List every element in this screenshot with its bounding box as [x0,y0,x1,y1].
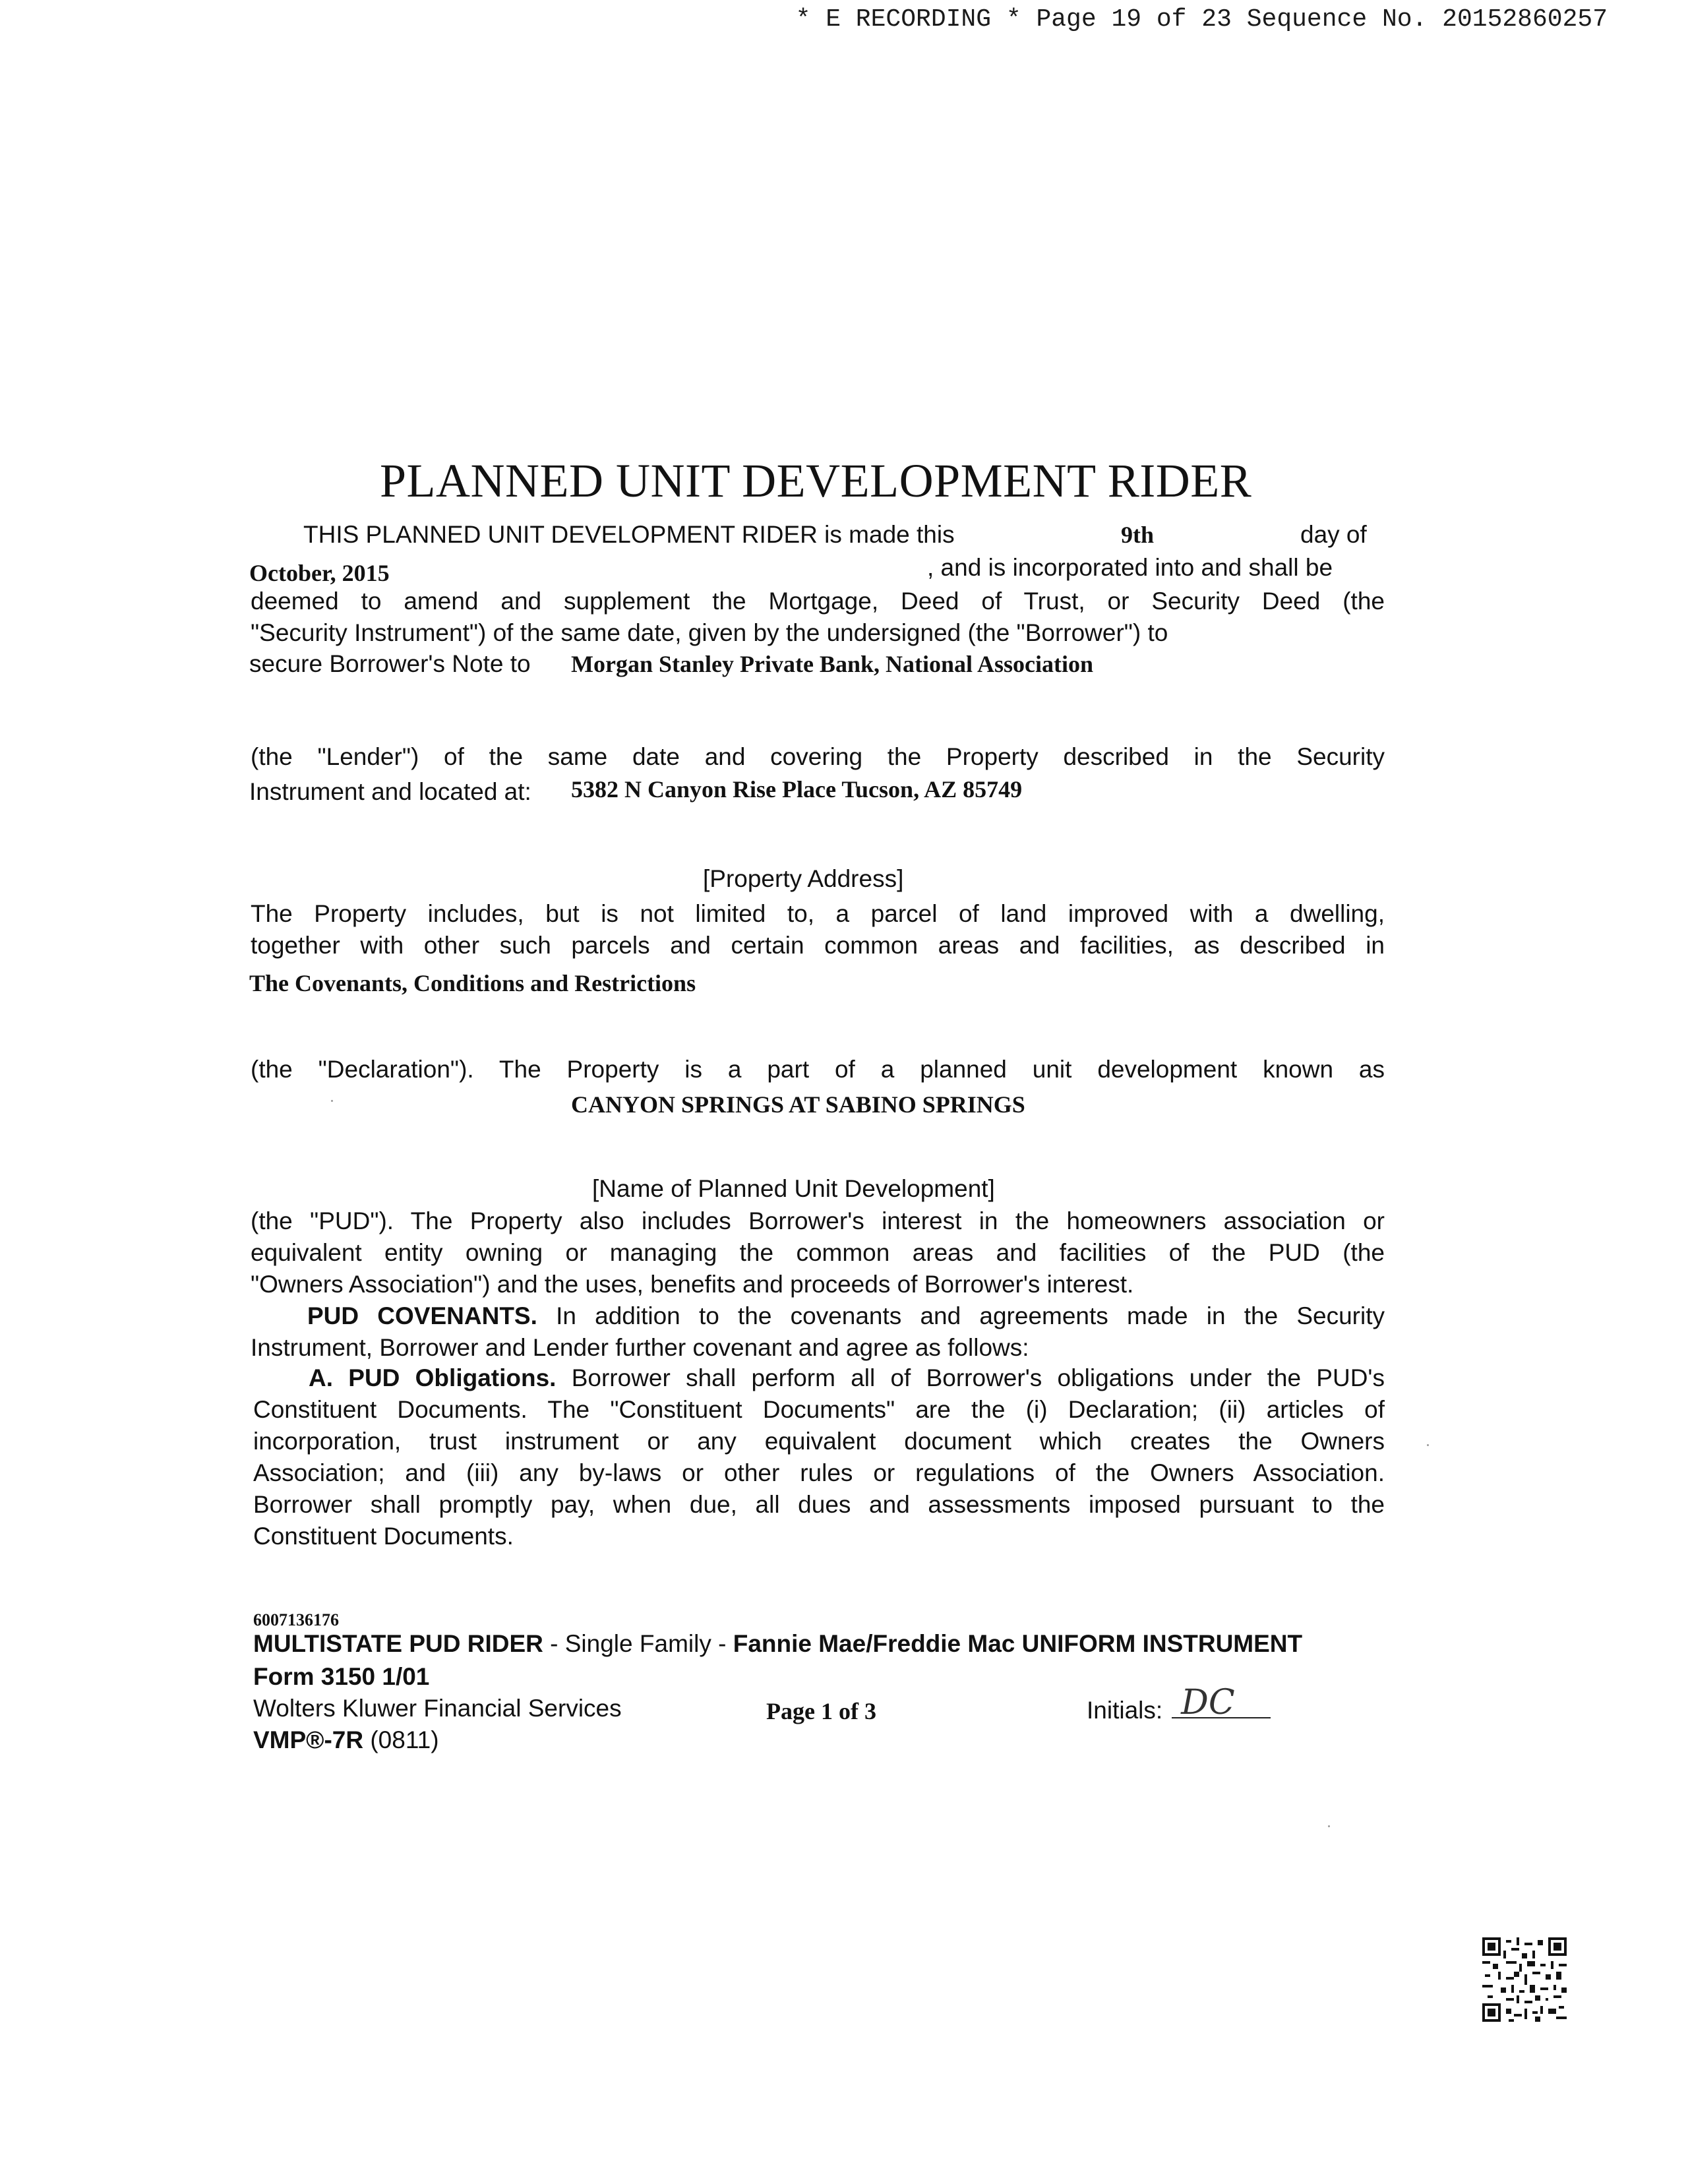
pud-block [251,1205,1385,1300]
intro-day-of: day of [1300,521,1367,548]
section-a-line-3: incorporation, trust instrument or any equivalent document which creates the Owners [253,1428,1385,1455]
form-number: Form 3150 1/01 [253,1663,430,1690]
covenants-block [251,1300,1385,1364]
pud-line-3: "Owners Association") and the uses, benefits and proceeds of Borrower's interest. [251,1271,1134,1298]
section-a-line-2: Constituent Documents. The "Constituent Documents" are the (i) Declaration; (ii) articles of [253,1396,1385,1423]
form-title [253,1630,1302,1658]
intro-day: 9th [1121,522,1155,548]
intro-line-3: deemed to amend and supplement the Mortgage, Deed of Trust, or Security Deed (the [251,588,1385,615]
intro-month-year: October, 2015 [249,560,390,586]
vmp-code-rest: (0811) [363,1726,439,1753]
property-line-1: The Property includes, but is not limited to, a parcel of land improved with a dwelling, [251,900,1385,927]
initials-label: Initials: [1087,1697,1163,1724]
section-a-line-5: Borrower shall promptly pay, when due, all dues and assessments imposed pursuant to the [253,1491,1385,1518]
lender-block [251,741,1385,773]
form-title-mid: - Single Family - [543,1630,733,1657]
intro-line-4: "Security Instrument") of the same date, given by the undersigned (the "Borrower") to [251,619,1168,646]
scan-speck [331,1100,333,1102]
section-a [253,1362,1385,1552]
property-line-2: together with other such parcels and certain common areas and facilities, as described in [251,932,1385,959]
declaration-line-1: (the "Declaration"). The Property is a part of a planned unit development known as [251,1056,1385,1083]
pud-line-1: (the "PUD"). The Property also includes Borrower's interest in the homeowners association or [251,1207,1385,1234]
lender-name: Morgan Stanley Private Bank, National Association [571,651,1094,677]
intro-line-2: , and is incorporated into and shall be [927,554,1333,581]
vmp-code [253,1726,439,1754]
covenants-line-1 [251,1300,1385,1332]
declaration-block [251,1054,1385,1085]
document-title: PLANNED UNIT DEVELOPMENT RIDER [380,454,1252,507]
covenants-heading: PUD COVENANTS. [307,1302,537,1329]
pud-name: CANYON SPRINGS AT SABINO SPRINGS [571,1091,1025,1118]
form-title-end: Fannie Mae/Freddie Mac UNIFORM INSTRUMENT [733,1630,1303,1657]
lender-line-2: Instrument and located at: [249,778,531,805]
form-title-bold: MULTISTATE PUD RIDER [253,1630,543,1657]
initials-field [1172,1683,1271,1722]
intro-line-5: secure Borrower's Note to [249,650,531,677]
scan-speck [1328,1825,1330,1827]
scan-speck [1427,1444,1429,1446]
qr-code-icon [1482,1937,1567,2022]
covenants-line-2: Instrument, Borrower and Lender further covenant and agree as follows: [251,1334,1029,1361]
intro-body [251,586,1385,649]
property-address-caption: [Property Address] [703,865,904,892]
page-number: Page 1 of 3 [766,1698,876,1724]
property-address: 5382 N Canyon Rise Place Tucson, AZ 85749 [571,776,1023,803]
vmp-code-bold: VMP®-7R [253,1726,364,1753]
initials-signature: DC [1181,1683,1235,1722]
loan-number: 6007136176 [253,1610,339,1629]
declaration-name: The Covenants, Conditions and Restrictions [249,970,696,996]
section-a-line-4: Association; and (iii) any by-laws or other rules or regulations of the Owners Association. [253,1459,1385,1486]
intro-line-1: THIS PLANNED UNIT DEVELOPMENT RIDER is made this [303,521,955,548]
covenants-line-1-text: In addition to the covenants and agreements made in the Security [556,1302,1385,1329]
section-a-line-6: Constituent Documents. [253,1523,514,1550]
section-a-line-1 [253,1362,1385,1394]
section-a-line-1-text: Borrower shall perform all of Borrower's obligations under the PUD's [571,1364,1385,1391]
section-a-heading: A. PUD Obligations. [309,1364,557,1391]
property-block [251,898,1385,961]
lender-line-1: (the "Lender") of the same date and covering the Property described in the Security [251,743,1385,770]
pud-name-caption: [Name of Planned Unit Development] [592,1175,995,1202]
initials [1087,1683,1271,1724]
recording-header: * E RECORDING * Page 19 of 23 Sequence No. 20152860257 [795,5,1608,34]
pud-line-2: equivalent entity owning or managing the common areas and facilities of the PUD (the [251,1239,1385,1266]
publisher: Wolters Kluwer Financial Services [253,1695,622,1722]
